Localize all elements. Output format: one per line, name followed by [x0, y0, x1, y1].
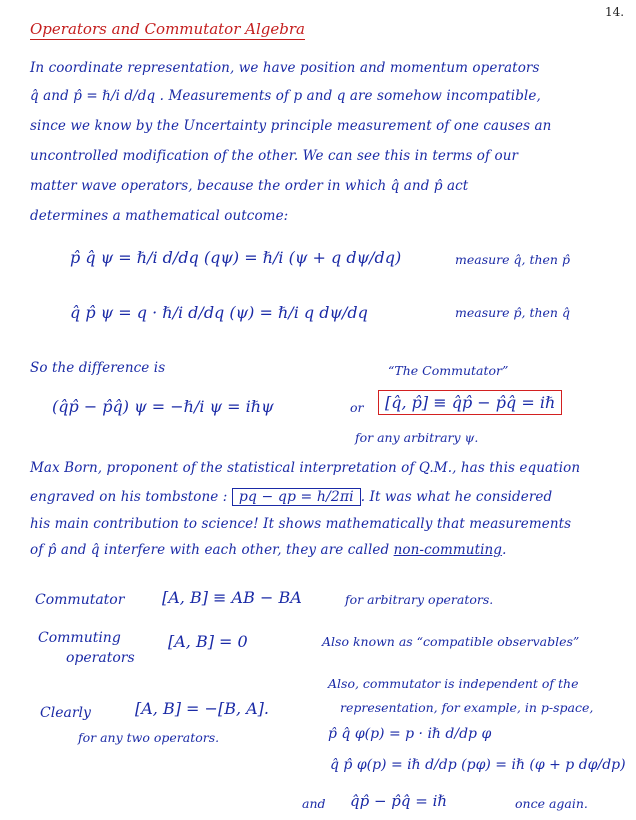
- commutator-label: “The Commutator”: [388, 363, 509, 378]
- clearly-label: Clearly: [40, 705, 91, 721]
- final-note: once again.: [515, 796, 588, 811]
- paragraph1-line: q̂ and p̂ = ℏ/i d/dq . Measurements of p and q are somehow incompatible,: [30, 88, 541, 104]
- difference-equation: (q̂p̂ − p̂q̂) ψ = −ℏ/i ψ = iℏψ: [52, 397, 274, 416]
- pspace-eq2: q̂ p̂ φ(p) = iℏ d/dp (pφ) = iℏ (φ + p dφ/dp): [330, 757, 626, 773]
- commutator-def-note: for arbitrary operators.: [345, 592, 494, 607]
- paragraph1-line: matter wave operators, because the order in which q̂ and p̂ act: [30, 178, 469, 194]
- pspace-line: Also, commutator is independent of the: [328, 676, 579, 691]
- born-line: Max Born, proponent of the statistical interpretation of Q.M., has this equation: [30, 460, 581, 476]
- pspace-eq1: p̂ q̂ φ(p) = p · iℏ d/dp φ: [328, 726, 492, 742]
- equation-pq-psi: p̂ q̂ ψ = ℏ/i d/dq (qψ) = ℏ/i (ψ + q dψ/dq): [70, 248, 402, 267]
- pspace-line: representation, for example, in p-space,: [340, 700, 594, 715]
- commutator-def-eq: [A, B] ≡ AB − BA: [162, 588, 302, 607]
- clearly-note: for any two operators.: [78, 730, 220, 745]
- born-line2-pre: engraved on his tombstone :: [30, 489, 228, 505]
- commuting-eq: [A, B] = 0: [168, 632, 248, 651]
- commuting-label-1: Commuting: [38, 630, 121, 646]
- born-line: his main contribution to science! It shows mathematically that measurements: [30, 516, 572, 532]
- arbitrary-psi: for any arbitrary ψ.: [355, 430, 479, 445]
- born-line2-post: . It was what he considered: [360, 489, 553, 505]
- born-line4-pre: of p̂ and q̂ interfere with each other, they are called: [30, 542, 390, 558]
- difference-lead: So the difference is: [30, 360, 166, 376]
- paragraph1-line: In coordinate representation, we have position and momentum operators: [30, 60, 540, 76]
- born-line4-end: .: [502, 542, 507, 558]
- tombstone-equation: pq − qp = h/2πi: [232, 488, 361, 506]
- equation-pq-note: measure q̂, then p̂: [455, 252, 570, 267]
- paragraph1-line: uncontrolled modification of the other. We can see this in terms of our: [30, 148, 519, 164]
- paragraph1-line: since we know by the Uncertainty principle measurement of one causes an: [30, 118, 552, 134]
- or-text: or: [350, 400, 364, 415]
- clearly-eq: [A, B] = −[B, A].: [135, 699, 270, 718]
- final-eq: q̂p̂ − p̂q̂ = iℏ: [350, 792, 448, 810]
- born-line: [30, 488, 552, 506]
- page-title: Operators and Commutator Algebra: [30, 20, 305, 38]
- equation-qp-psi: q̂ p̂ ψ = q · ℏ/i d/dq (ψ) = ℏ/i q dψ/dq: [70, 303, 368, 322]
- final-and: and: [302, 796, 326, 811]
- commuting-note: Also known as “compatible observables”: [322, 634, 580, 649]
- commutator-box: [q̂, p̂] ≡ q̂p̂ − p̂q̂ = iℏ: [378, 390, 562, 415]
- non-commuting-term: non-commuting: [393, 542, 503, 558]
- equation-qp-note: measure p̂, then q̂: [455, 305, 570, 320]
- born-line: [30, 542, 506, 558]
- paragraph1-line: determines a mathematical outcome:: [30, 208, 289, 224]
- page-number: 14.: [605, 5, 625, 19]
- commuting-label-2: operators: [66, 650, 135, 666]
- commutator-def-label: Commutator: [35, 592, 125, 608]
